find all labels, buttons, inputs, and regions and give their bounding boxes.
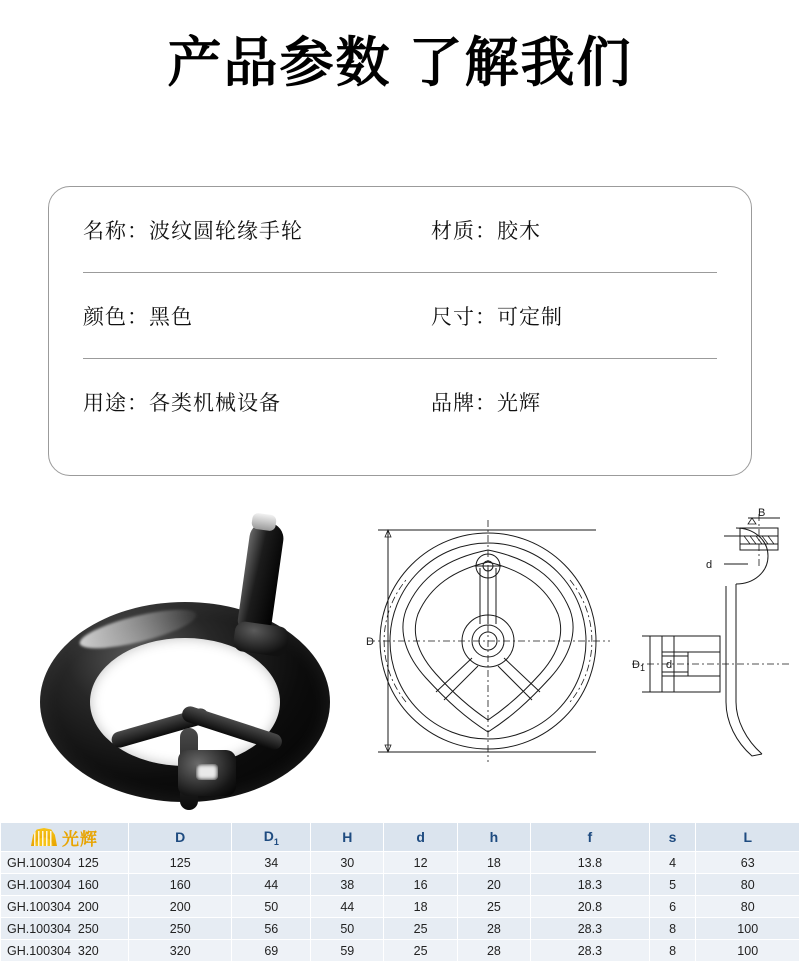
dimension-table-wrap (0, 822, 800, 962)
spec-field-usage (83, 387, 431, 417)
spec-row (49, 273, 751, 359)
cell-h: 28 (457, 918, 530, 940)
cell-h: 20 (457, 874, 530, 896)
table-col-h: h (457, 823, 530, 852)
table-col-s: s (649, 823, 696, 852)
cell-f: 13.8 (531, 852, 650, 874)
spec-value: 可定制 (497, 306, 563, 329)
side-view-label-D1: $D_1$ (632, 659, 645, 673)
cell-f: 28.3 (531, 940, 650, 962)
cell-model: GH.100304 125 (1, 852, 129, 874)
cell-s: 4 (649, 852, 696, 874)
cell-D1: 69 (232, 940, 311, 962)
cell-H: 44 (311, 896, 384, 918)
cell-D: 200 (129, 896, 232, 918)
cell-model: GH.100304 160 (1, 874, 129, 896)
front-view-dimension-label: D (366, 636, 374, 648)
cell-D1: 44 (232, 874, 311, 896)
cell-model: GH.100304 320 (1, 940, 129, 962)
table-col-D: D (129, 823, 232, 852)
cell-L: 63 (696, 852, 800, 874)
brand-logo-cell (1, 823, 129, 852)
table-col-f: f (531, 823, 650, 852)
spec-card (48, 186, 752, 476)
cell-L: 80 (696, 874, 800, 896)
spec-label: 颜色： (83, 306, 149, 329)
cell-d: 16 (384, 874, 457, 896)
side-view-label-d: d (706, 559, 713, 571)
table-row (1, 874, 800, 896)
spec-label: 尺寸： (431, 306, 497, 329)
sunrise-logo-icon (31, 828, 57, 846)
spec-row (49, 187, 751, 273)
table-col-d: d (384, 823, 457, 852)
cell-L: 100 (696, 940, 800, 962)
wheel-hub (178, 750, 236, 796)
cell-D: 160 (129, 874, 232, 896)
spec-field-color (83, 301, 431, 331)
cell-D1: 50 (232, 896, 311, 918)
hub-bore (196, 764, 218, 780)
cell-D: 250 (129, 918, 232, 940)
cell-model: GH.100304 200 (1, 896, 129, 918)
spec-field-name (83, 215, 431, 245)
spec-value: 黑色 (149, 306, 193, 329)
product-photo-handwheel (18, 502, 348, 802)
spec-field-material (431, 215, 717, 245)
cell-D: 320 (129, 940, 232, 962)
cell-D1: 34 (232, 852, 311, 874)
table-row (1, 940, 800, 962)
cell-f: 20.8 (531, 896, 650, 918)
technical-drawing-front-view (360, 506, 622, 781)
spec-field-size (431, 301, 717, 331)
spec-label: 用途： (83, 392, 149, 415)
cell-model: GH.100304 250 (1, 918, 129, 940)
cell-L: 80 (696, 896, 800, 918)
cell-d: 18 (384, 896, 457, 918)
cell-H: 50 (311, 918, 384, 940)
handle-cap (251, 512, 277, 531)
dimension-table (0, 822, 800, 962)
spec-value: 波纹圆轮缘手轮 (149, 220, 303, 243)
table-col-L: L (696, 823, 800, 852)
spec-value: 光辉 (497, 392, 541, 415)
spec-label: 品牌： (431, 392, 497, 415)
cell-d: 25 (384, 940, 457, 962)
table-row (1, 918, 800, 940)
cell-H: 59 (311, 940, 384, 962)
spec-row (49, 359, 751, 445)
cell-H: 30 (311, 852, 384, 874)
page-title: 产品参数 了解我们 (167, 33, 633, 93)
product-imagery-band (0, 492, 800, 814)
table-header-row (1, 823, 800, 852)
side-view-label-d2: d (666, 659, 673, 671)
spec-label: 名称： (83, 220, 149, 243)
side-view-label-B: B (758, 507, 766, 519)
table-col-H: H (311, 823, 384, 852)
spec-field-brand (431, 387, 717, 417)
table-row (1, 852, 800, 874)
spec-value: 胶木 (497, 220, 541, 243)
revolving-handle (237, 520, 286, 634)
brand-name: 光辉 (62, 829, 98, 849)
cell-s: 6 (649, 896, 696, 918)
cell-f: 28.3 (531, 918, 650, 940)
cell-h: 28 (457, 940, 530, 962)
cell-s: 5 (649, 874, 696, 896)
table-col-D1: $D_1$ (232, 823, 311, 852)
technical-drawing-side-view (628, 506, 794, 781)
side-view-svg (628, 506, 794, 776)
table-row (1, 896, 800, 918)
front-view-svg (360, 506, 622, 776)
cell-h: 18 (457, 852, 530, 874)
cell-D: 125 (129, 852, 232, 874)
cell-H: 38 (311, 874, 384, 896)
cell-f: 18.3 (531, 874, 650, 896)
cell-d: 25 (384, 918, 457, 940)
spec-value: 各类机械设备 (149, 392, 281, 415)
cell-D1: 56 (232, 918, 311, 940)
cell-d: 12 (384, 852, 457, 874)
cell-L: 100 (696, 918, 800, 940)
spec-label: 材质： (431, 220, 497, 243)
cell-h: 25 (457, 896, 530, 918)
cell-s: 8 (649, 918, 696, 940)
cell-s: 8 (649, 940, 696, 962)
